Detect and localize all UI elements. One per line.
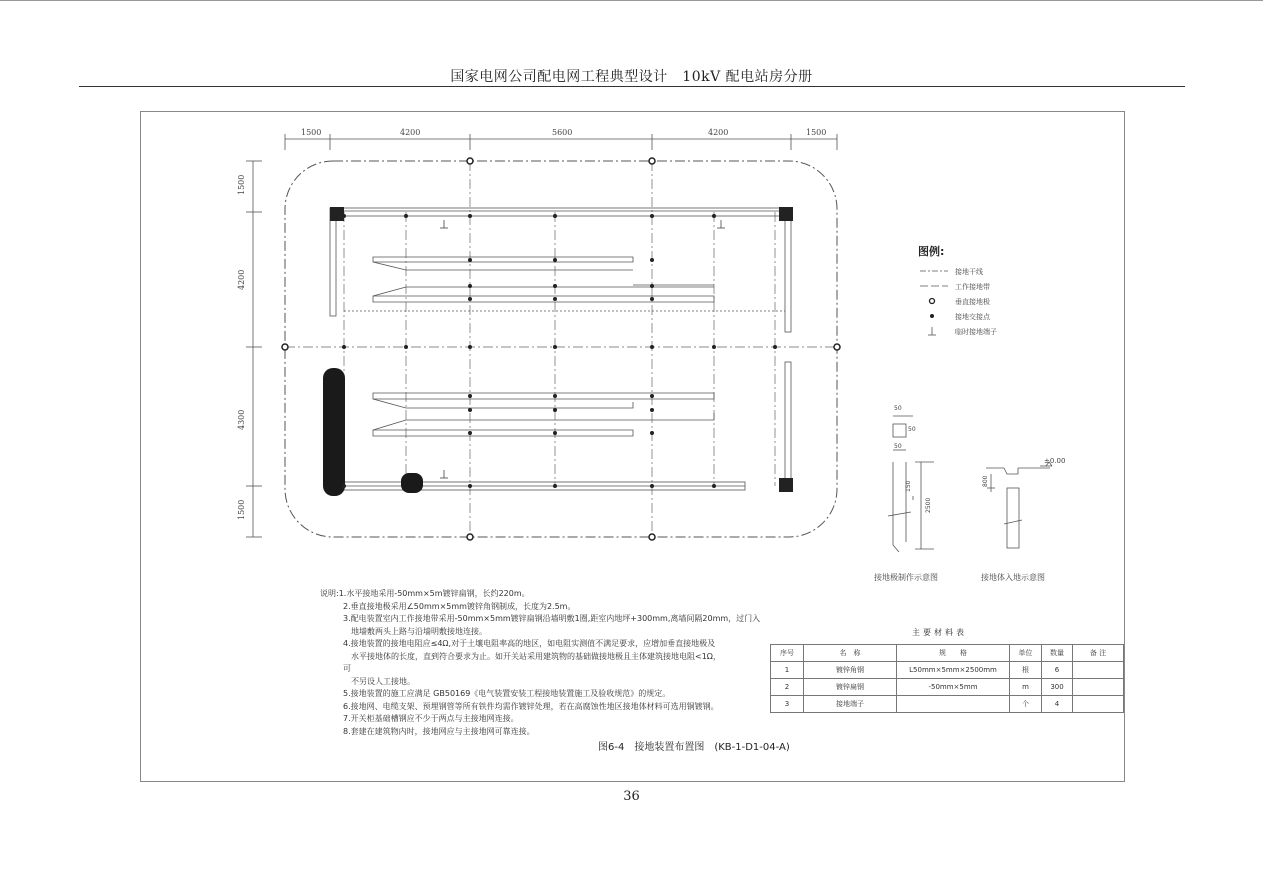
rod-width: 50 <box>894 443 902 450</box>
legend-item-vertical-rod: 垂直接地极 <box>955 298 990 306</box>
table-cell: 镀锌角钢 <box>804 662 897 679</box>
ground-elevation: ±0.00 <box>1044 457 1066 465</box>
table-cell: m <box>1010 679 1042 696</box>
dim-top-5: 1500 <box>806 128 827 137</box>
dim-top-3: 5600 <box>552 128 573 137</box>
install-caption: 接地体入地示意图 <box>981 573 1045 582</box>
corner-columns <box>330 207 793 492</box>
materials-header-row <box>771 645 1124 662</box>
dim-left-1: 1500 <box>237 174 246 195</box>
table-cell <box>1073 696 1124 713</box>
burial-depth: 800 <box>982 475 989 487</box>
dim-left-3: 4300 <box>237 409 246 430</box>
col-header: 备 注 <box>1073 645 1124 662</box>
note-line: 4.接地装置的接地电阻应≤4Ω,对于土壤电阻率高的地区，如电阻实测值不满足要求，应增加垂直接地极及 <box>343 639 716 648</box>
dim-top-1: 1500 <box>301 128 322 137</box>
legend-item-work-ground: 工作接地带 <box>955 283 990 291</box>
table-cell: -50mm×5mm <box>897 679 1010 696</box>
materials-title: 主要材料表 <box>912 628 967 637</box>
table-cell <box>897 696 1010 713</box>
left-dimension-line <box>246 161 262 537</box>
table-cell: 根 <box>1010 662 1042 679</box>
vertical-ground-rods <box>282 158 840 540</box>
col-header: 数量 <box>1042 645 1073 662</box>
figure-caption: 图6-4 接地装置布置图 (KB-1-D1-04-A) <box>598 742 790 753</box>
equipment-bars <box>344 257 785 436</box>
legend-item-main-ground: 接地干线 <box>955 268 983 276</box>
document-header-title: 国家电网公司配电网工程典型设计 10kV 配电站房分册 <box>450 69 813 85</box>
table-cell: 个 <box>1010 696 1042 713</box>
table-cell: 4 <box>1042 696 1073 713</box>
dim-top-2: 4200 <box>400 128 421 137</box>
note-line: 地墙敷两头上路与沿墙明敷接地连接。 <box>351 626 487 636</box>
rod-top-width: 50 <box>894 405 902 412</box>
design-notes <box>320 588 770 738</box>
table-cell: 镀锌扁钢 <box>804 679 897 696</box>
note-line: 可 <box>343 664 351 673</box>
install-detail-drawing <box>986 462 1052 548</box>
table-cell <box>1073 679 1124 696</box>
note-line: 8.套建在建筑物内时，接地网应与主接地网可靠连接。 <box>343 726 535 736</box>
grid-axes <box>285 161 837 537</box>
temporary-ground-terminals <box>440 220 725 478</box>
table-cell: 1 <box>771 662 804 679</box>
outer-grounding-ring <box>285 161 837 537</box>
table-cell: 300 <box>1042 679 1073 696</box>
legend-title: 图例: <box>918 245 945 258</box>
materials-table <box>770 644 1124 713</box>
note-line: 说明:1.水平接地采用-50mm×5m镀锌扁钢，长约220m。 <box>320 589 530 598</box>
table-cell: 3 <box>771 696 804 713</box>
table-row <box>771 696 1124 713</box>
col-header: 名 称 <box>804 645 897 662</box>
legend-symbols <box>920 271 948 335</box>
dim-left-4: 1500 <box>237 499 246 520</box>
dim-top-4: 4200 <box>708 128 729 137</box>
grounding-junctions <box>342 214 777 488</box>
note-line: 不另设人工接地。 <box>351 676 415 686</box>
legend-item-temp-terminal: 临时接地端子 <box>955 328 997 336</box>
dim-left-2: 4200 <box>237 269 246 290</box>
table-cell: 2 <box>771 679 804 696</box>
note-line: 6.接地网、电缆支架、预埋钢管等所有铁件均需作镀锌处理，若在高腐蚀性地区接地体材料可选用铜镀钢。 <box>343 701 719 711</box>
note-line: 水平接地体的长度，直到符合要求为止。如开关站采用建筑物的基础做接地极且主体建筑接地电阻<1Ω， <box>351 651 721 661</box>
rod-tip-length: 150 <box>905 480 912 492</box>
note-line: 2.垂直接地极采用∠50mm×5mm镀锌角钢制成，长度为2.5m。 <box>343 601 576 611</box>
table-cell: 接地端子 <box>804 696 897 713</box>
rod-top-height: 50 <box>908 426 916 433</box>
building-walls <box>330 208 791 490</box>
note-line: 5.接地装置的施工应满足 GB50169《电气装置安装工程接地装置施工及验收规范》的规定。 <box>343 689 671 698</box>
col-header: 序号 <box>771 645 804 662</box>
note-line: 7.开关柜基础槽钢应不少于两点与主接地网连接。 <box>343 714 519 723</box>
col-header: 单位 <box>1010 645 1042 662</box>
rod-caption: 接地极制作示意图 <box>874 573 938 582</box>
page-number: 36 <box>623 789 640 804</box>
rod-length: 2500 <box>925 497 932 513</box>
col-header: 规 格 <box>897 645 1010 662</box>
table-row <box>771 662 1124 679</box>
note-line: 3.配电装置室内工作接地带采用-50mm×5mm镀锌扁钢沿墙明敷1圈,距室内地坪+300mm,离墙间隔20mm，过门入 <box>343 614 761 623</box>
table-row <box>771 679 1124 696</box>
legend-item-junction: 接地交接点 <box>955 313 990 321</box>
table-cell: L50mm×5mm×2500mm <box>897 662 1010 679</box>
table-cell: 6 <box>1042 662 1073 679</box>
table-cell <box>1073 662 1124 679</box>
